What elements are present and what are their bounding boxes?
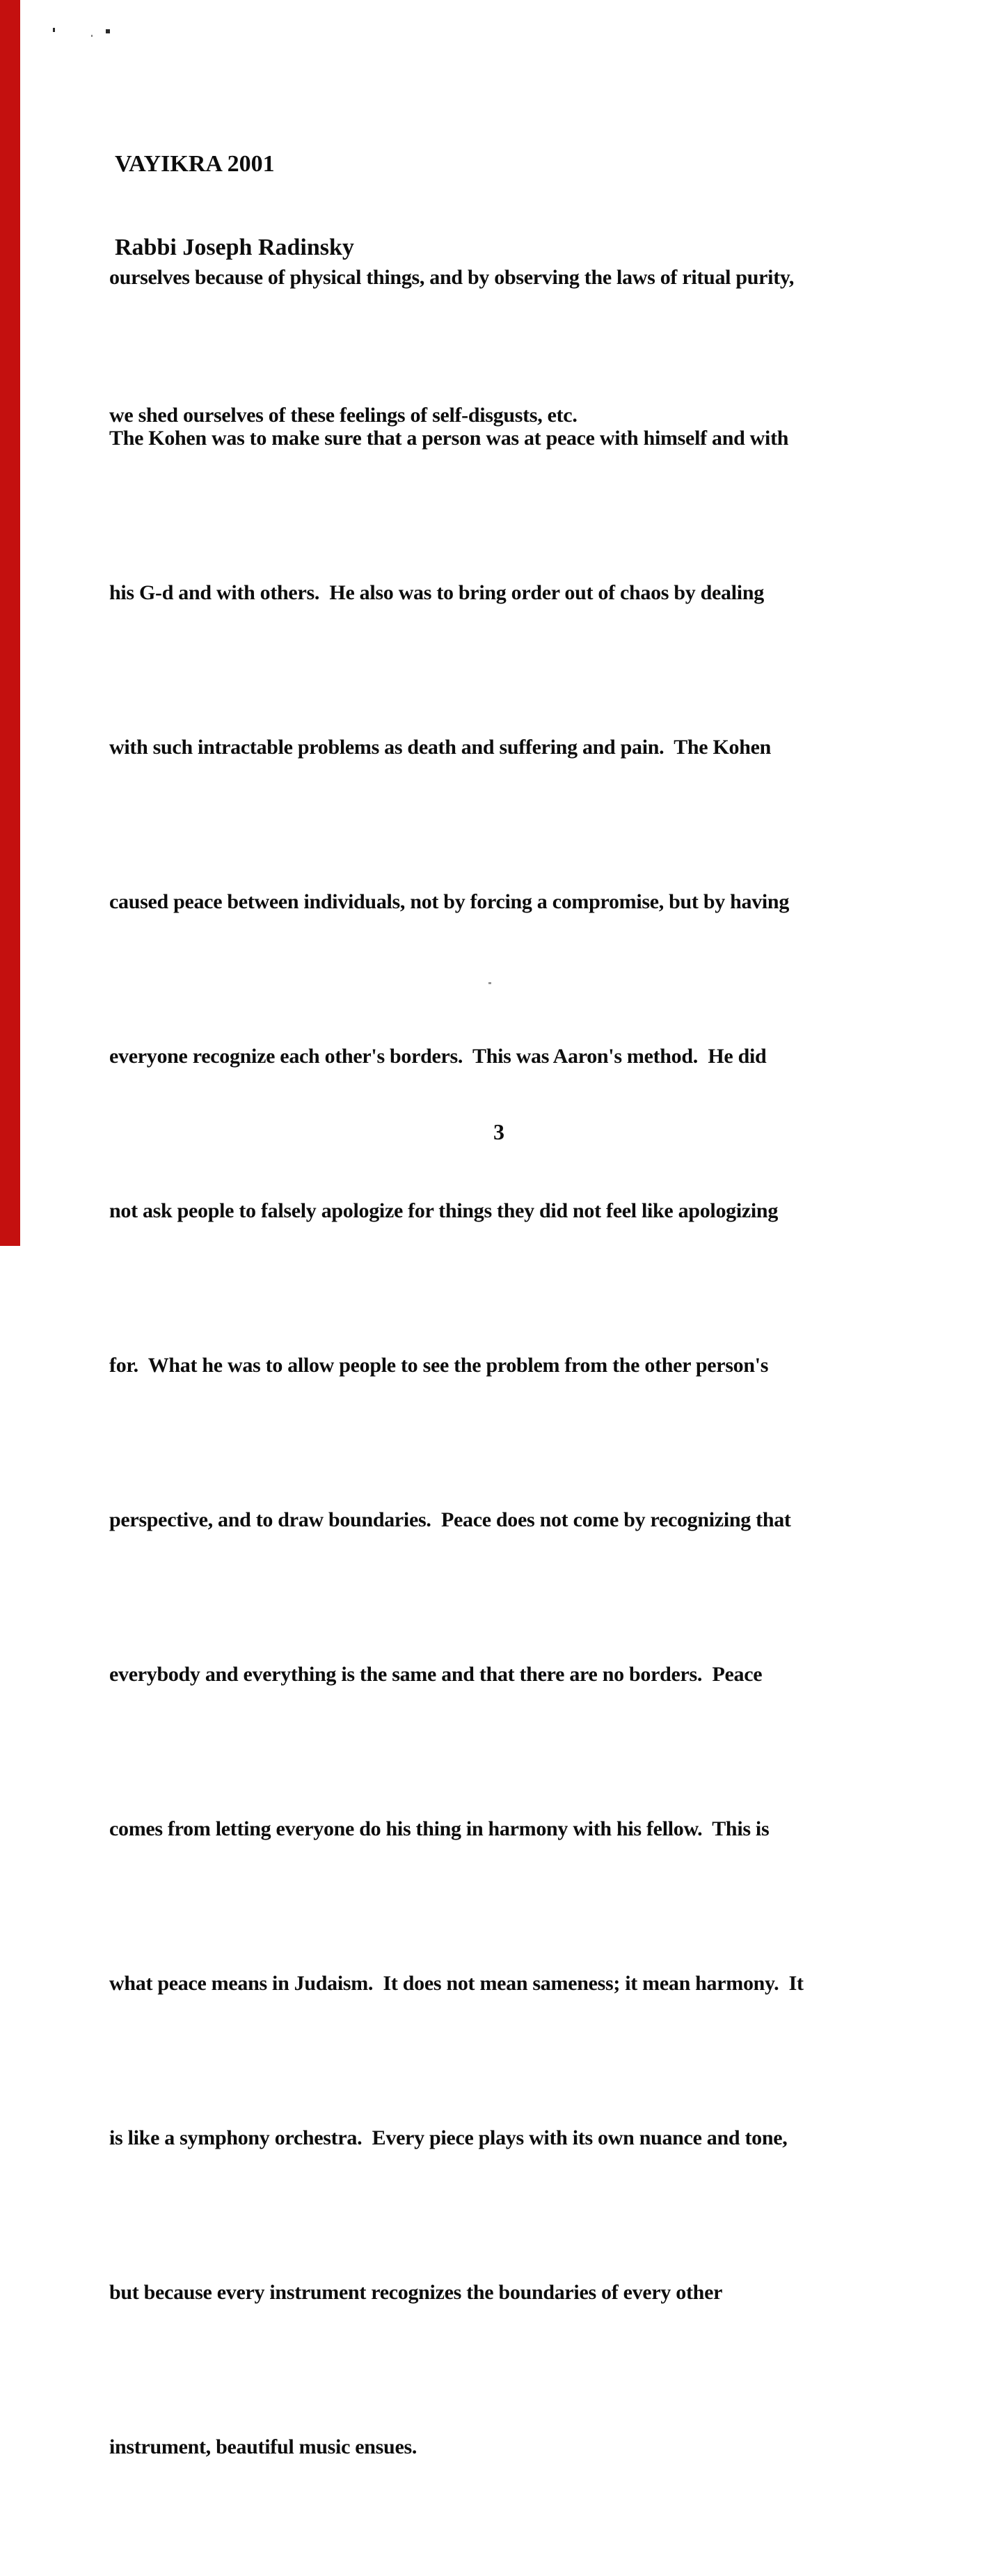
page-number: 3 (493, 1119, 504, 1144)
body-line: for. What he was to allow people to see the problem from the other person's (109, 1354, 769, 1377)
body-line: perspective, and to draw boundaries. Peace does not come by recognizing that (109, 1508, 791, 1531)
scan-speck (53, 28, 55, 32)
body-line: but because every instrument recognizes the boundaries of every other (109, 2281, 723, 2304)
body-line: with such intractable problems as death and suffering and pain. The Kohen (109, 736, 772, 759)
body-line: everyone recognize each other's borders. This was Aaron's method. He did (109, 1045, 767, 1068)
body-line: what peace means in Judaism. It does not mean sameness; it mean harmony. It (109, 1972, 804, 1995)
body-line: everybody and everything is the same and that there are no borders. Peace (109, 1663, 763, 1686)
body-line: instrument, beautiful music ensues. (109, 2435, 417, 2458)
body-line: ourselves because of physical things, and by observing the laws of ritual purity, (109, 266, 795, 289)
scan-speck (106, 29, 110, 33)
body-line: comes from letting everyone do his thing in harmony with his fellow. This is (109, 1817, 770, 1840)
scan-speck (91, 35, 93, 37)
scan-edge-red-bar (0, 0, 20, 1246)
document-title: VAYIKRA 2001 (115, 151, 275, 177)
body-line: caused peace between individuals, not by forcing a compromise, but by having (109, 890, 790, 913)
body-line: his G-d and with others. He also was to bring order out of chaos by dealing (109, 581, 764, 604)
body-line: not ask people to falsely apologize for things they did not feel like apologizing (109, 1199, 779, 1222)
body-line: The Kohen was to make sure that a person was at peace with himself and with (109, 427, 789, 450)
paragraph-2 (109, 310, 804, 2576)
document-author: Rabbi Joseph Radinsky (115, 235, 354, 260)
body-line: we shed ourselves of these feelings of self-disgusts, etc. (109, 404, 578, 427)
body-line: is like a symphony orchestra. Every piece plays with its own nuance and tone, (109, 2126, 788, 2149)
